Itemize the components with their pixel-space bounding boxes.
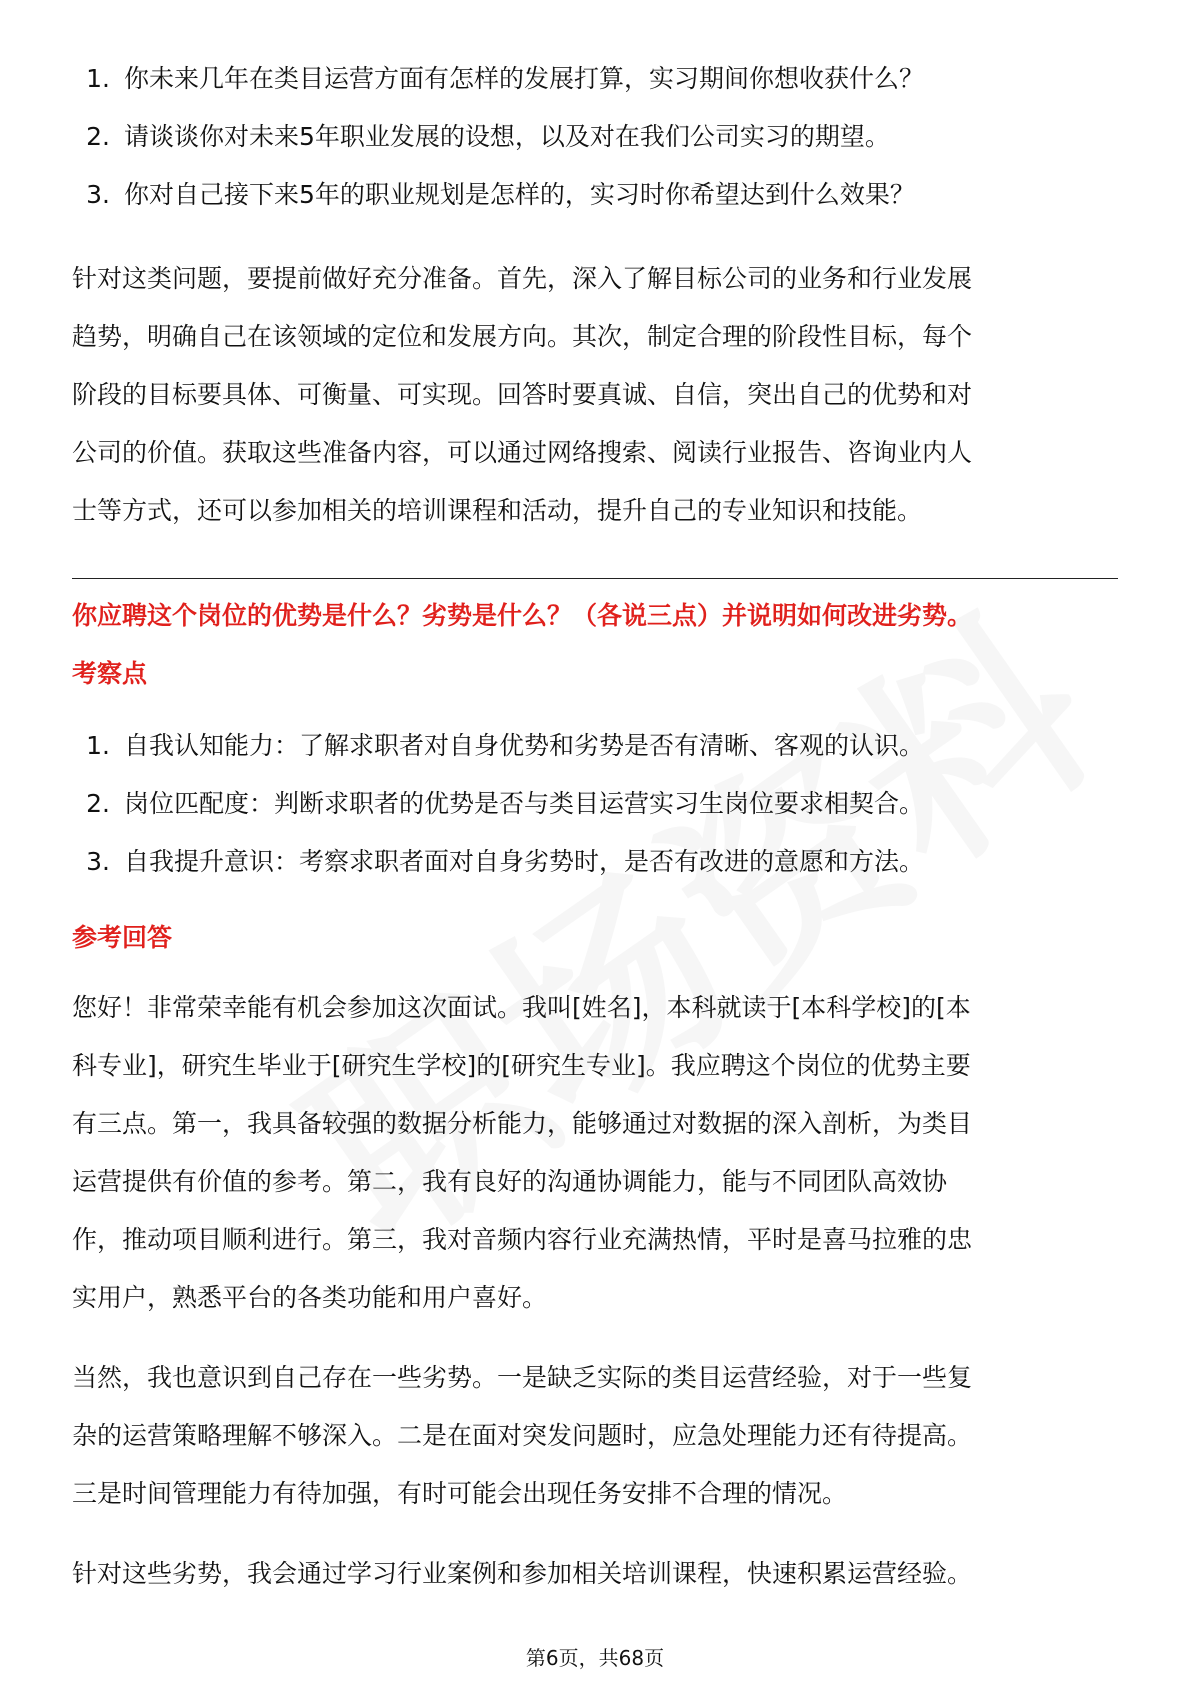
list-text: 自我提升意识：考察求职者面对自身劣势时，是否有改进的意愿和方法。: [124, 847, 925, 876]
list-number: 2.: [86, 789, 110, 818]
question-title: 你应聘这个岗位的优势是什么？劣势是什么？（各说三点）并说明如何改进劣势。: [72, 601, 973, 630]
list-text: 你未来几年在类目运营方面有怎样的发展打算，实习期间你想收获什么？: [124, 64, 925, 93]
list-item: [72, 50, 1118, 108]
paragraph-line: 趋势，明确自己在该领域的定位和发展方向。其次，制定合理的阶段性目标，每个: [72, 322, 973, 351]
list-text: 岗位匹配度：判断求职者的优势是否与类目运营实习生岗位要求相契合。: [124, 789, 925, 818]
section-divider: [72, 578, 1118, 579]
paragraph-line: 当然，我也意识到自己存在一些劣势。一是缺乏实际的类目运营经验，对于一些复: [72, 1363, 973, 1392]
page-footer: 第6页，共68页: [525, 1646, 665, 1670]
paragraph-line: 针对这类问题，要提前做好充分准备。首先，深入了解目标公司的业务和行业发展: [72, 264, 973, 293]
list-text: 你对自己接下来5年的职业规划是怎样的，实习时你希望达到什么效果？: [124, 180, 915, 209]
list-number: 1.: [86, 64, 110, 93]
paragraph-line: 运营提供有价值的参考。第二，我有良好的沟通协调能力，能与不同团队高效协: [72, 1167, 948, 1196]
paragraph-line: 阶段的目标要具体、可衡量、可实现。回答时要真诚、自信，突出自己的优势和对: [72, 380, 973, 409]
advice-paragraph: [72, 250, 1118, 540]
paragraph-line: 您好！非常荣幸能有机会参加这次面试。我叫[姓名]，本科就读于[本科学校]的[本: [72, 993, 971, 1022]
paragraph-line: 作，推动项目顺利进行。第三，我对音频内容行业充满热情，平时是喜马拉雅的忠: [72, 1225, 973, 1254]
paragraph-line: 有三点。第一，我具备较强的数据分析能力，能够通过对数据的深入剖析，为类目: [72, 1109, 973, 1138]
paragraph-line: 杂的运营策略理解不够深入。二是在面对突发问题时，应急处理能力还有待提高。: [72, 1421, 973, 1450]
answer-paragraph-1: [72, 979, 1118, 1327]
list-item: [72, 166, 1118, 224]
top-question-list: [72, 50, 1118, 224]
exam-points-heading: 考察点: [72, 659, 148, 688]
list-number: 2.: [86, 122, 110, 151]
paragraph-line: 士等方式，还可以参加相关的培训课程和活动，提升自己的专业知识和技能。: [72, 496, 923, 525]
answer-paragraph-3: [72, 1545, 1118, 1603]
answer-paragraph-2: [72, 1349, 1118, 1523]
paragraph-line: 针对这些劣势，我会通过学习行业案例和参加相关培训课程，快速积累运营经验。: [72, 1559, 973, 1588]
reference-answer-heading: 参考回答: [72, 923, 173, 952]
list-item: [72, 717, 1118, 775]
list-item: [72, 833, 1118, 891]
paragraph-line: 三是时间管理能力有待加强，有时可能会出现任务安排不合理的情况。: [72, 1479, 848, 1508]
list-number: 3.: [86, 847, 110, 876]
paragraph-line: 科专业]，研究生毕业于[研究生学校]的[研究生专业]。我应聘这个岗位的优势主要: [72, 1051, 971, 1080]
exam-points-list: [72, 717, 1118, 891]
paragraph-line: 实用户，熟悉平台的各类功能和用户喜好。: [72, 1283, 548, 1312]
list-text: 请谈谈你对未来5年职业发展的设想，以及对在我们公司实习的期望。: [124, 122, 890, 151]
document-page: [72, 48, 1118, 1603]
list-text: 自我认知能力：了解求职者对自身优势和劣势是否有清晰、客观的认识。: [124, 731, 925, 760]
list-number: 3.: [86, 180, 110, 209]
paragraph-line: 公司的价值。获取这些准备内容，可以通过网络搜索、阅读行业报告、咨询业内人: [72, 438, 973, 467]
list-number: 1.: [86, 731, 110, 760]
list-item: [72, 775, 1118, 833]
list-item: [72, 108, 1118, 166]
